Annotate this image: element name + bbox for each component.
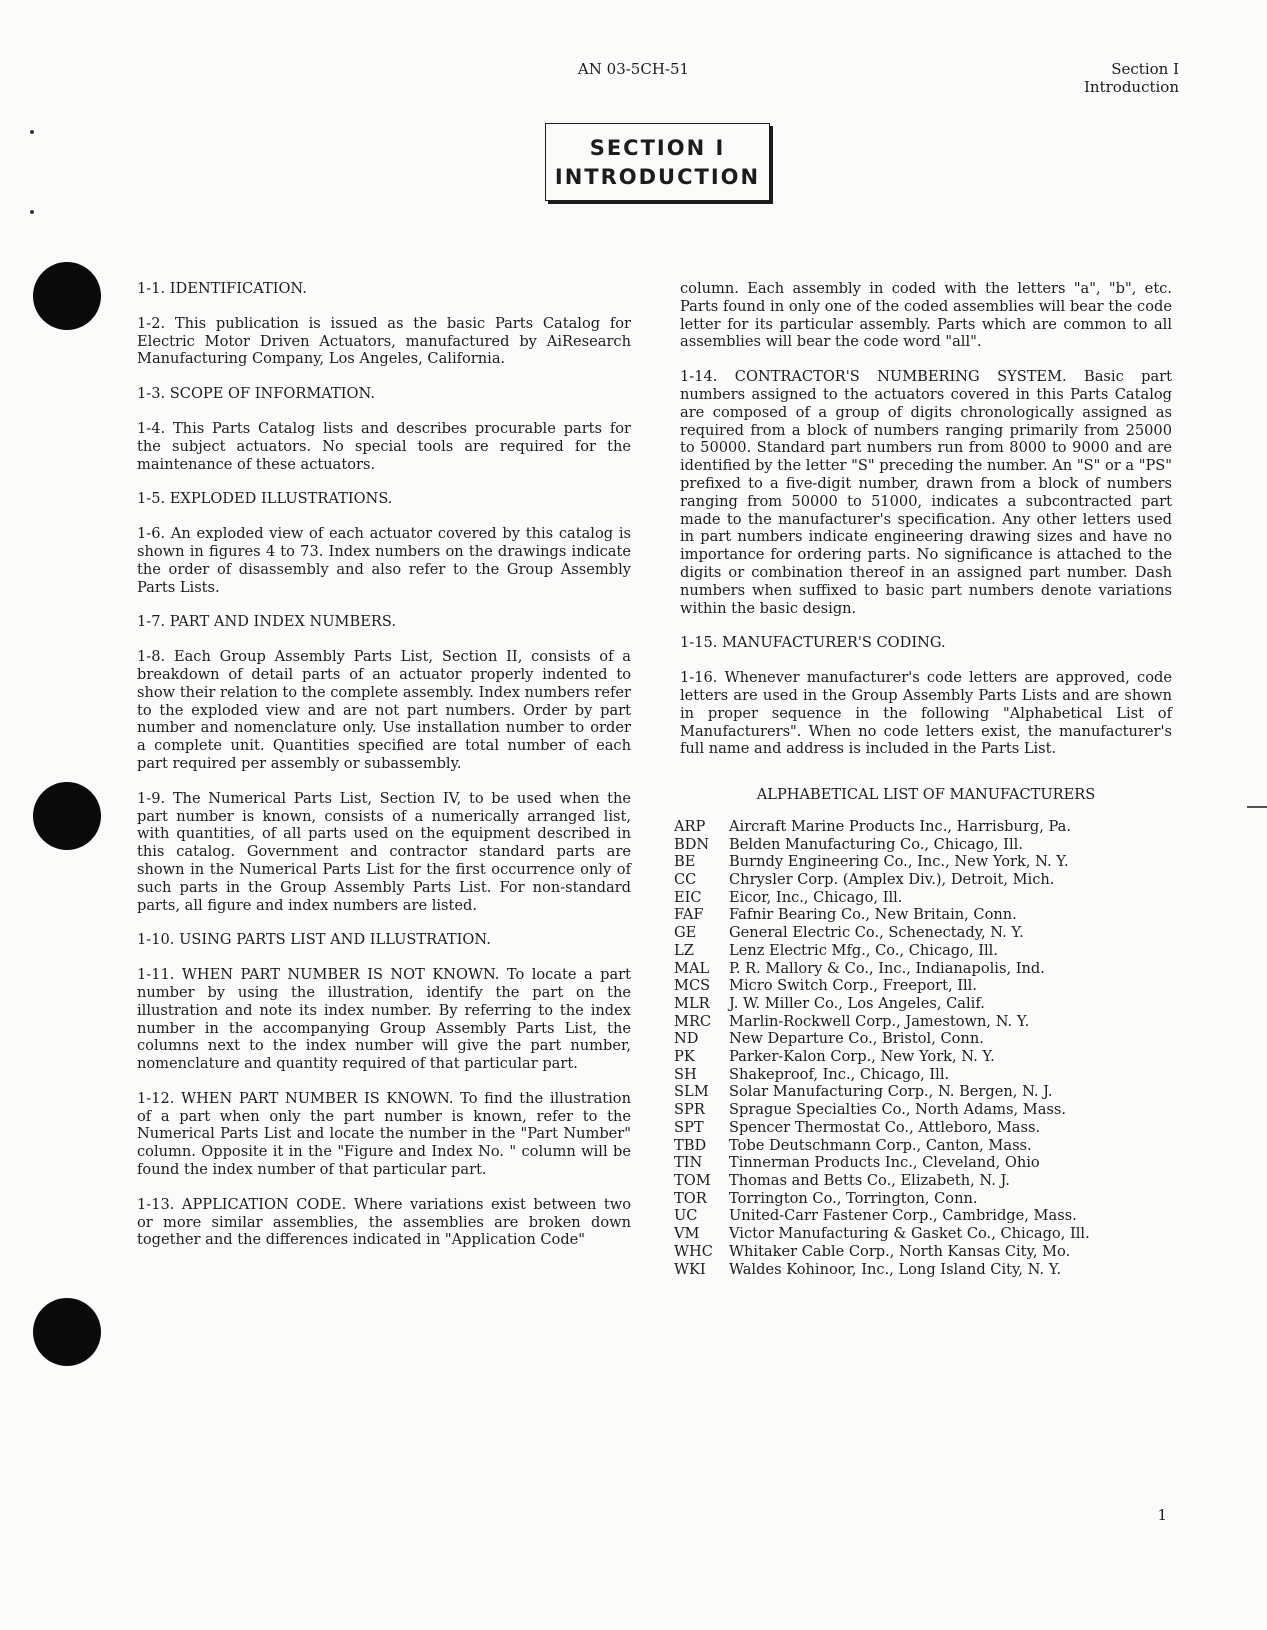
manufacturer-name: Waldes Kohinoor, Inc., Long Island City, N. Y. [729,1260,1062,1278]
paragraph: 1-10. USING PARTS LIST AND ILLUSTRATION. [137,931,491,949]
manufacturer-row [674,818,1090,836]
manufacturer-name: Torrington Co., Torrington, Conn. [729,1189,978,1207]
manufacturer-code: EIC [674,888,702,906]
manufacturer-name: Whitaker Cable Corp., North Kansas City, Mo. [729,1242,1071,1260]
manufacturer-row [674,1172,1090,1190]
manufacturer-code: PK [674,1048,695,1066]
manufacturer-name: Lenz Electric Mfg., Co., Chicago, Ill. [729,941,998,959]
manufacturer-name: Parker-Kalon Corp., New York, N. Y. [729,1048,995,1066]
manufacturer-code: TOM [674,1171,711,1189]
manufacturer-code: BDN [674,835,710,853]
manufacturer-row [674,1030,1090,1048]
speck-mark [30,130,34,134]
paragraph: 1-4. This Parts Catalog lists and describes procurable parts for the subject actuators. No special tools are required for the maintenance of these actuators. [137,419,631,473]
manufacturer-code: BE [674,853,696,871]
manufacturer-name: Thomas and Betts Co., Elizabeth, N. J. [729,1171,1010,1189]
paragraph: 1-7. PART AND INDEX NUMBERS. [137,613,396,631]
manufacturer-row [674,1190,1090,1208]
right-text-column [674,280,1172,1278]
paragraph: 1-14. CONTRACTOR'S NUMBERING SYSTEM. Basic part numbers assigned to the actuators covered in this Parts Catalog are composed of a group of digits chronologically assigned as required from a block of numbers ranging primarily from 25000 to 50000. Standard part numbers run from 8000 to 9000 and are identified by the letter "S" preceding the number. An "S" or a "PS" prefixed to a five-digit number, drawn from a block of numbers ranging from 50000 to 51000, indicates a subcontracted part made to the manufacturer's specification. Any other letters used in part numbers indicate engineering drawing sizes and have no importance for ordering parts. No significance is attached to the digits or combination thereof in an assigned part number. Dash numbers when suffixed to basic part numbers denote variations within the basic design. [680,368,1172,617]
manufacturer-name: Tobe Deutschmann Corp., Canton, Mass. [729,1136,1032,1154]
paragraph: 1-11. WHEN PART NUMBER IS NOT KNOWN. To locate a part number by using the illustration, identify the part on the illustration and note its index number. By referring to the index number in the accompanying Group Assembly Parts List, the columns next to the index number will give the part number, nomenclature and quantity required of that particular part. [137,966,631,1073]
manufacturer-row [674,906,1090,924]
manufacturer-row [674,1261,1090,1279]
page-number: 1 [1157,1506,1167,1524]
paragraph: 1-16. Whenever manufacturer's code letters are approved, code letters are used in the Group Assembly Parts Lists and are shown in proper sequence in the following "Alphabetical List of Manufacturers". When no code letters exist, the manufacturer's full name and address is included in the Parts List. [680,669,1172,758]
manufacturer-code: UC [674,1207,698,1225]
manufacturer-row [674,995,1090,1013]
manufacturer-row [674,1207,1090,1225]
manufacturers-table [674,818,1090,1278]
page-header-section [1084,60,1179,96]
manufacturer-name: Burndy Engineering Co., Inc., New York, N. Y. [729,853,1069,871]
manufacturers-list-title: ALPHABETICAL LIST OF MANUFACTURERS [756,786,1096,804]
header-section-title: Introduction [1084,78,1179,96]
manufacturer-row [674,836,1090,854]
manufacturer-name: Shakeproof, Inc., Chicago, Ill. [729,1065,950,1083]
manufacturer-code: SH [674,1065,697,1083]
manufacturer-code: MLR [674,994,710,1012]
manufacturer-name: General Electric Co., Schenectady, N. Y. [729,924,1024,942]
paragraph: 1-15. MANUFACTURER'S CODING. [680,634,946,652]
manufacturer-name: Marlin-Rockwell Corp., Jamestown, N. Y. [729,1012,1030,1030]
manufacturer-code: FAF [674,906,704,924]
paragraph: 1-1. IDENTIFICATION. [137,280,307,297]
manufacturer-name: Tinnerman Products Inc., Cleveland, Ohio [729,1154,1040,1172]
manufacturer-name: J. W. Miller Co., Los Angeles, Calif. [729,994,985,1012]
left-text-column [137,280,631,1266]
section-title-box [545,123,770,201]
manufacturer-code: TIN [674,1154,703,1172]
binder-hole-top [33,262,101,330]
paragraph: 1-2. This publication is issued as the basic Parts Catalog for Electric Motor Driven Actuators, manufactured by AiResearch Manufacturing Company, Los Angeles, California. [137,314,631,368]
manufacturer-row [674,1225,1090,1243]
manufacturer-name: Victor Manufacturing & Gasket Co., Chicago, Ill. [729,1225,1090,1243]
manufacturer-row [674,889,1090,907]
manufacturer-row [674,1154,1090,1172]
manufacturer-row [674,1119,1090,1137]
manufacturer-code: TOR [674,1189,707,1207]
manufacturer-code: CC [674,871,697,889]
manufacturer-name: Aircraft Marine Products Inc., Harrisburg, Pa. [729,817,1072,835]
manufacturer-name: Solar Manufacturing Corp., N. Bergen, N. J. [729,1083,1053,1101]
manufacturer-name: New Departure Co., Bristol, Conn. [729,1030,984,1048]
manufacturer-code: MAL [674,959,710,977]
manufacturer-name: Fafnir Bearing Co., New Britain, Conn. [729,906,1017,924]
paragraph: 1-3. SCOPE OF INFORMATION. [137,385,375,403]
manufacturer-name: Chrysler Corp. (Amplex Div.), Detroit, Mich. [729,871,1055,889]
speck-mark [30,210,34,214]
section-title-line1: SECTION I [589,136,726,160]
manufacturer-row [674,853,1090,871]
manufacturer-name: Sprague Specialties Co., North Adams, Mass. [729,1101,1067,1119]
paragraph: 1-8. Each Group Assembly Parts List, Section II, consists of a breakdown of detail parts of an actuator properly indented to show their relation to the complete assembly. Index numbers refer to the exploded view and are not part numbers. Order by part number and nomenclature only. Use installation number to order a complete unit. Quantities specified are total number of each part required per assembly or subassembly. [137,648,631,772]
manufacturer-code: VM [674,1225,700,1243]
manufacturer-row [674,1137,1090,1155]
paragraph: 1-5. EXPLODED ILLUSTRATIONS. [137,490,393,508]
manufacturer-code: SPR [674,1101,705,1119]
binder-hole-bottom [33,1298,101,1366]
manufacturer-row [674,1048,1090,1066]
manufacturer-row [674,1013,1090,1031]
paragraph: column. Each assembly in coded with the letters "a", "b", etc. Parts found in only one of the coded assemblies will bear the code letter for its particular assembly. Parts which are common to all assemblies will bear the code word "all". [680,280,1172,351]
manufacturer-row [674,1101,1090,1119]
page-header-doc-number: AN 03-5CH-51 [577,60,690,78]
manufacturer-row [674,1083,1090,1101]
manufacturer-row [674,960,1090,978]
manufacturer-row [674,1243,1090,1261]
manufacturer-row [674,942,1090,960]
manufacturer-code: WHC [674,1242,713,1260]
manufacturer-row [674,1066,1090,1084]
manufacturer-name: United-Carr Fastener Corp., Cambridge, Mass. [729,1207,1077,1225]
manufacturer-code: WKI [674,1260,706,1278]
manufacturer-name: Spencer Thermostat Co., Attleboro, Mass. [729,1118,1041,1136]
manufacturer-code: SPT [674,1118,704,1136]
paragraph: 1-13. APPLICATION CODE. Where variations exist between two or more similar assemblies, the assemblies are broken down together and the differences indicated in "Application Code" [137,1195,631,1249]
paragraph: 1-9. The Numerical Parts List, Section IV, to be used when the part number is known, consists of a numerically arranged list, with quantities, of all parts used on the equipment described in this catalog. Government and contractor standard parts are shown in the Numerical Parts List for the first occurrence only of such parts in the Group Assembly Parts List. For non-standard parts, all figure and index numbers are listed. [137,789,631,914]
manufacturer-row [674,924,1090,942]
margin-tick-mark [1247,806,1267,808]
manufacturer-name: Micro Switch Corp., Freeport, Ill. [729,977,977,995]
manufacturer-code: MCS [674,977,711,995]
manufacturer-code: GE [674,924,697,942]
paragraph: 1-12. WHEN PART NUMBER IS KNOWN. To find the illustration of a part when only the part number is known, refer to the Numerical Parts List and locate the number in the "Part Number" column. Opposite it in the "Figure and Index No. " column will be found the index number of that particular part. [137,1089,631,1179]
manufacturer-name: P. R. Mallory & Co., Inc., Indianapolis, Ind. [729,959,1045,977]
binder-hole-middle [33,782,101,850]
manufacturer-name: Belden Manufacturing Co., Chicago, Ill. [729,835,1023,853]
manufacturer-code: ND [674,1030,699,1048]
section-title-line2: INTRODUCTION [554,165,761,189]
header-section-label: Section I [1111,60,1179,78]
manufacturer-code: TBD [674,1136,707,1154]
manufacturer-code: MRC [674,1012,712,1030]
manufacturer-code: SLM [674,1083,709,1101]
manufacturer-code: ARP [674,817,706,835]
manufacturer-row [674,977,1090,995]
manufacturer-code: LZ [674,941,694,959]
manufacturer-name: Eicor, Inc., Chicago, Ill. [729,888,903,906]
manufacturer-row [674,871,1090,889]
paragraph: 1-6. An exploded view of each actuator covered by this catalog is shown in figures 4 to 73. Index numbers on the drawings indicate the order of disassembly and also refer to the Group Assembly Parts Lists. [137,525,631,596]
